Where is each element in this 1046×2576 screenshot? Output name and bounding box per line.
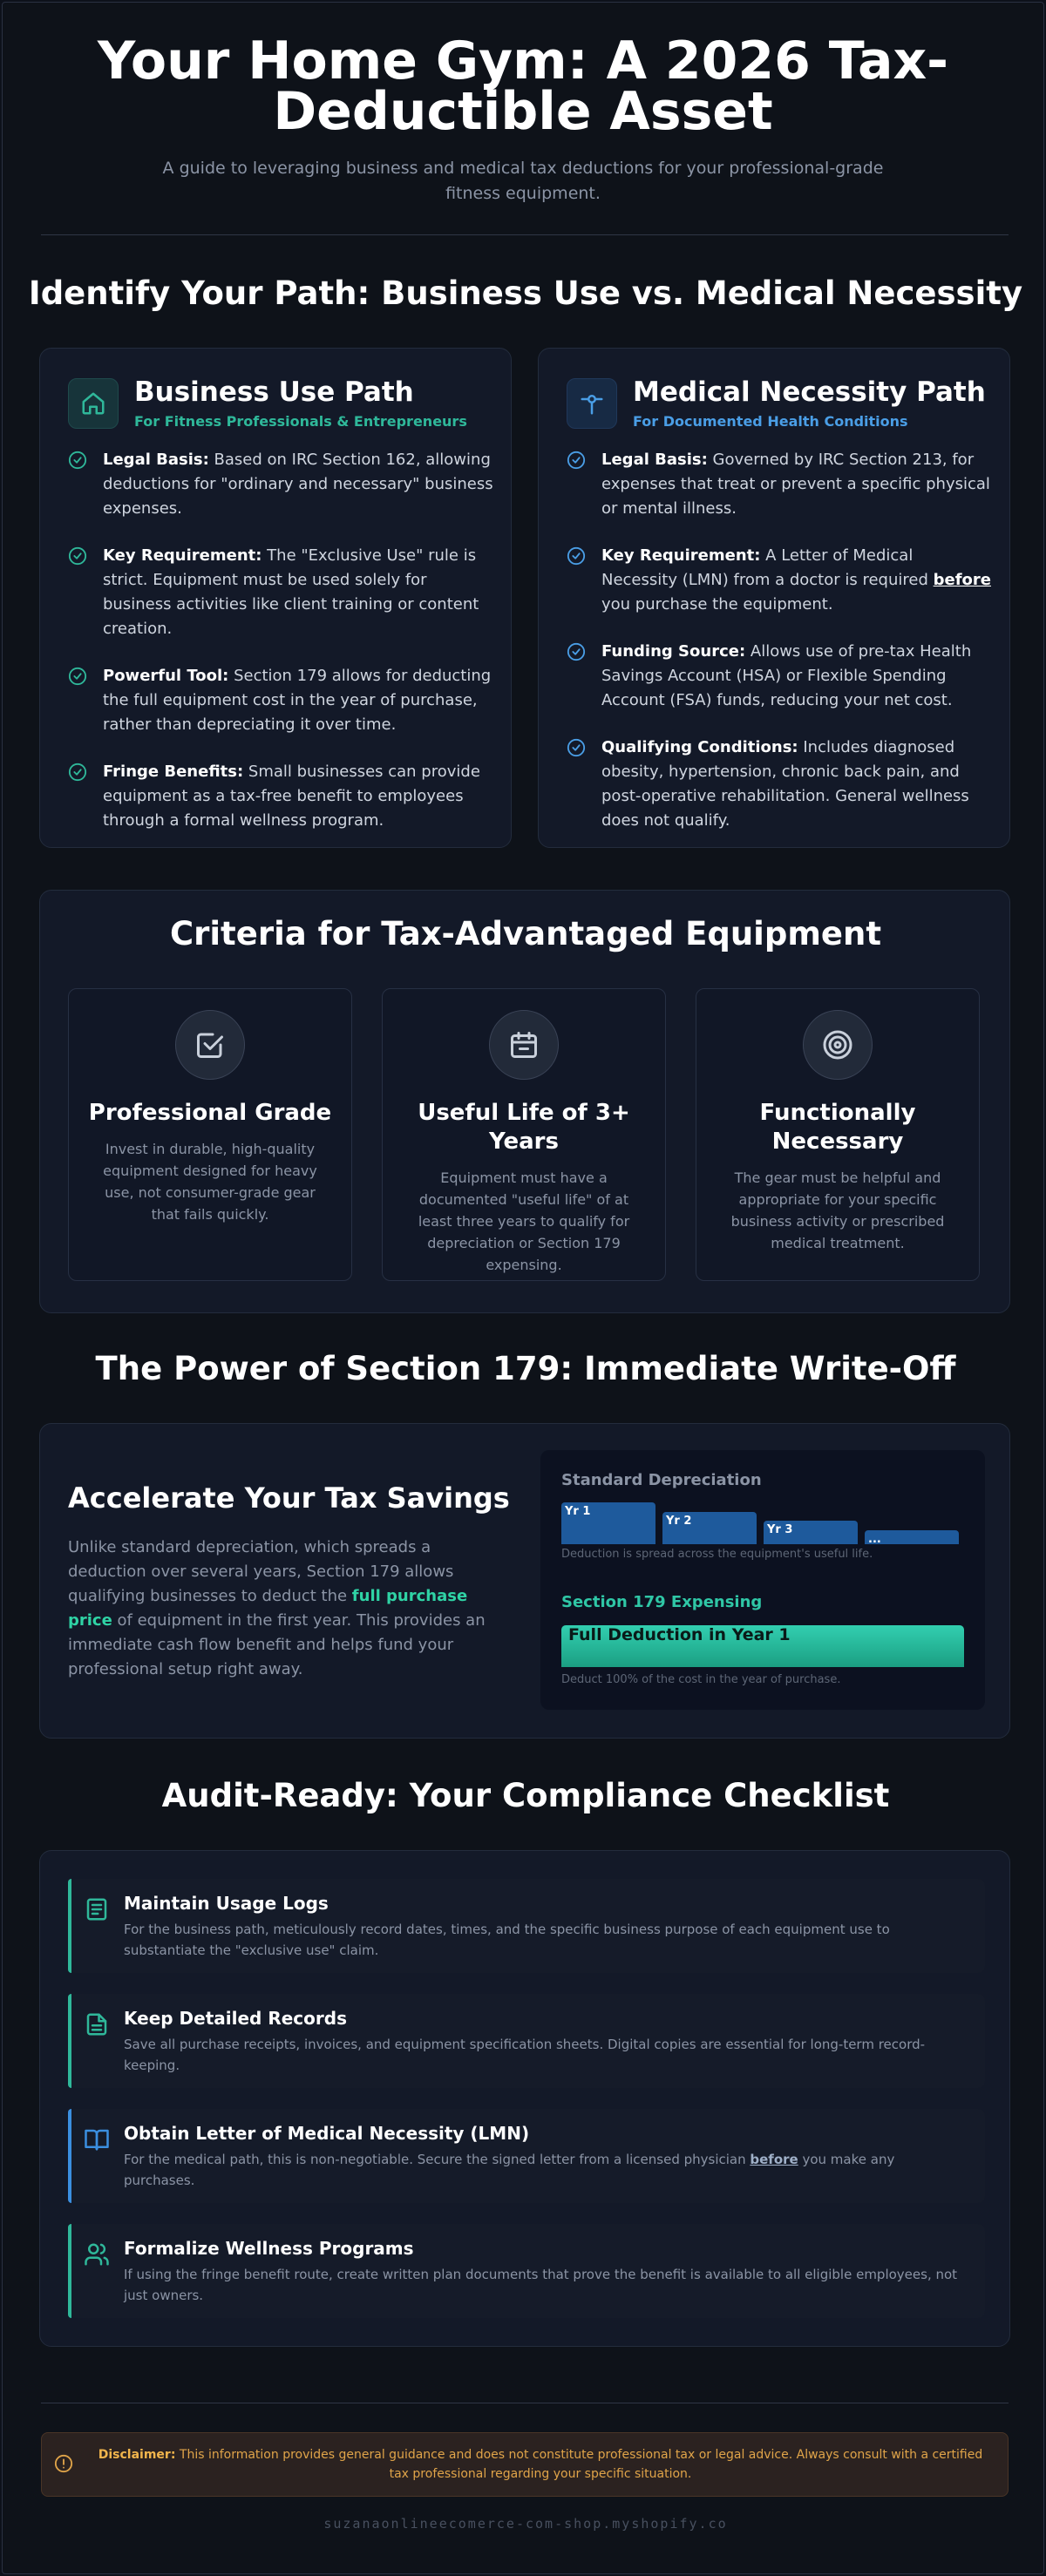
page-title: Your Home Gym: A 2026 Tax-Deductible Asset [97, 31, 949, 142]
divider [41, 234, 1009, 235]
section179-title: The Power of Section 179: Immediate Write-Off [95, 1350, 956, 1387]
check-circle-icon [567, 451, 586, 470]
business-path-title: Business Use Path [134, 376, 414, 408]
footer-domain: suzanaonlineecomerce-com-shop.myshopify.co [323, 2516, 728, 2532]
medical-bullet: Qualifying Conditions: Includes diagnosed obesity, hypertension, chronic back pain, and post-operative rehabilitation. General wellness does not qualify. [567, 736, 994, 833]
hero [3, 3, 1043, 207]
checklist-item [68, 2224, 985, 2318]
criteria-item-text: Invest in durable, high-quality equipment designed for heavy use, not consumer-grade gear that fails quickly. [103, 1141, 317, 1223]
criteria-item-title: Useful Life of 3+ Years [418, 1100, 630, 1155]
document-icon [84, 2011, 110, 2037]
users-icon [84, 2241, 110, 2268]
medical-path-card [538, 348, 1010, 848]
checkbox-icon [175, 1010, 245, 1080]
alert-circle-icon [54, 2454, 73, 2473]
check-circle-icon [567, 642, 586, 661]
checklist-item [68, 1879, 985, 1973]
business-path-card [39, 348, 512, 848]
checklist-item-title: Formalize Wellness Programs [124, 2238, 414, 2259]
criteria-title: Criteria for Tax-Advantaged Equipment [169, 915, 882, 952]
calendar-icon [489, 1010, 559, 1080]
target-icon [803, 1010, 873, 1080]
medical-bullet: Legal Basis: Governed by IRC Section 213, for expenses that treat or prevent a specific physical or mental illness. [567, 448, 994, 521]
medical-path-title: Medical Necessity Path [633, 376, 986, 408]
section179-card-title: Accelerate Your Tax Savings [68, 1481, 510, 1515]
business-bullet: Legal Basis: Based on IRC Section 162, allowing deductions for "ordinary and necessary" business expenses. [68, 448, 495, 521]
section179-card [39, 1423, 1010, 1739]
checklist-item-text: If using the fringe benefit route, create written plan documents that prove the benefit is available to all eligible employees, not just owners. [124, 2267, 958, 2303]
book-icon [84, 2126, 110, 2152]
section179-expensing-label: Section 179 Expensing [561, 1593, 763, 1611]
section179-body: Unlike standard depreciation, which spreads a deduction over several years, Section 179 allows qualifying businesses to deduct the full purchase price of equipment in the first year. This provides an immediate cash flow benefit and helps fund your professional setup right away. [68, 1538, 486, 1678]
full-deduction-bar: Full Deduction in Year 1 [561, 1625, 964, 1667]
disclaimer-text: Disclaimer: This information provides general guidance and does not constitute professional tax or legal advice. Always consult with a certified tax professional regarding your specific situation. [98, 2448, 983, 2481]
depreciation-bar: Yr 2 [662, 1512, 757, 1544]
checklist-item-text: For the business path, meticulously record dates, times, and the specific business purpose of each equipment use to substantiate the "exclusive use" claim. [124, 1922, 890, 1958]
check-circle-icon [68, 667, 87, 686]
business-path-subtitle: For Fitness Professionals & Entrepreneurs [134, 413, 467, 430]
check-circle-icon [68, 763, 87, 782]
checklist-title: Audit-Ready: Your Compliance Checklist [161, 1777, 890, 1814]
standard-depreciation-label: Standard Depreciation [561, 1471, 762, 1489]
checklist-item-title: Keep Detailed Records [124, 2008, 347, 2029]
checklist-item-text: Save all purchase receipts, invoices, and equipment specification sheets. Digital copies are essential for long-term record-keeping. [124, 2037, 926, 2073]
checklist-card [39, 1850, 1010, 2347]
checklist-item-title: Maintain Usage Logs [124, 1893, 329, 1914]
checklist-item-text: For the medical path, this is non-negotiable. Secure the signed letter from a licensed physician before you make any purchases. [124, 2152, 895, 2188]
page-subtitle: A guide to leveraging business and medical tax deductions for your professional-grade fitness equipment. [162, 159, 884, 203]
medical-path-subtitle: For Documented Health Conditions [633, 413, 908, 430]
stethoscope-icon [567, 378, 617, 429]
page-frame [2, 2, 1044, 2574]
checklist-item [68, 2109, 985, 2203]
log-icon [84, 1896, 110, 1922]
criteria-card [39, 890, 1010, 1313]
depreciation-bar: Yr 3 [764, 1521, 858, 1544]
paths-section-title: Identify Your Path: Business Use vs. Medical Necessity [28, 275, 1023, 312]
checklist-item-title: Obtain Letter of Medical Necessity (LMN) [124, 2123, 530, 2144]
depreciation-bar: Yr 1 [561, 1502, 655, 1544]
checklist-item [68, 1994, 985, 2088]
depreciation-bar: ... [865, 1530, 959, 1544]
check-circle-icon [567, 546, 586, 566]
accent-edge [68, 2224, 71, 2318]
accent-edge [68, 1879, 71, 1973]
criteria-item-title: Professional Grade [88, 1100, 332, 1126]
home-icon [68, 378, 119, 429]
medical-bullet: Funding Source: Allows use of pre-tax Health Savings Account (HSA) or Flexible Spending Account (FSA) funds, reducing your net cost. [567, 640, 994, 713]
depreciation-comparison [540, 1450, 985, 1710]
accent-edge [68, 1994, 71, 2088]
criteria-item-text: The gear must be helpful and appropriate for your specific business activity or prescribed medical treatment. [730, 1169, 945, 1251]
criteria-item [696, 988, 980, 1281]
section179-expensing-note: Deduct 100% of the cost in the year of purchase. [561, 1673, 841, 1686]
check-circle-icon [68, 451, 87, 470]
accent-edge [68, 2109, 71, 2203]
business-bullet: Powerful Tool: Section 179 allows for deducting the full equipment cost in the year of purchase, rather than depreciating it over time. [68, 664, 495, 737]
business-bullet: Fringe Benefits: Small businesses can provide equipment as a tax-free benefit to employees through a formal wellness program. [68, 760, 495, 833]
criteria-item [68, 988, 352, 1281]
medical-bullet: Key Requirement: A Letter of Medical Necessity (LMN) from a doctor is required before you purchase the equipment. [567, 544, 994, 617]
criteria-item [382, 988, 666, 1281]
criteria-item-text: Equipment must have a documented "useful life" of at least three years to qualify for depreciation or Section 179 expensing. [418, 1169, 630, 1273]
check-circle-icon [68, 546, 87, 566]
disclaimer-banner [41, 2432, 1009, 2497]
check-circle-icon [567, 738, 586, 757]
business-bullet: Key Requirement: The "Exclusive Use" rule is strict. Equipment must be used solely for business activities like client training or content creation. [68, 544, 495, 641]
criteria-item-title: Functionally Necessary [759, 1100, 916, 1155]
standard-depreciation-note: Deduction is spread across the equipment's useful life. [561, 1548, 873, 1561]
